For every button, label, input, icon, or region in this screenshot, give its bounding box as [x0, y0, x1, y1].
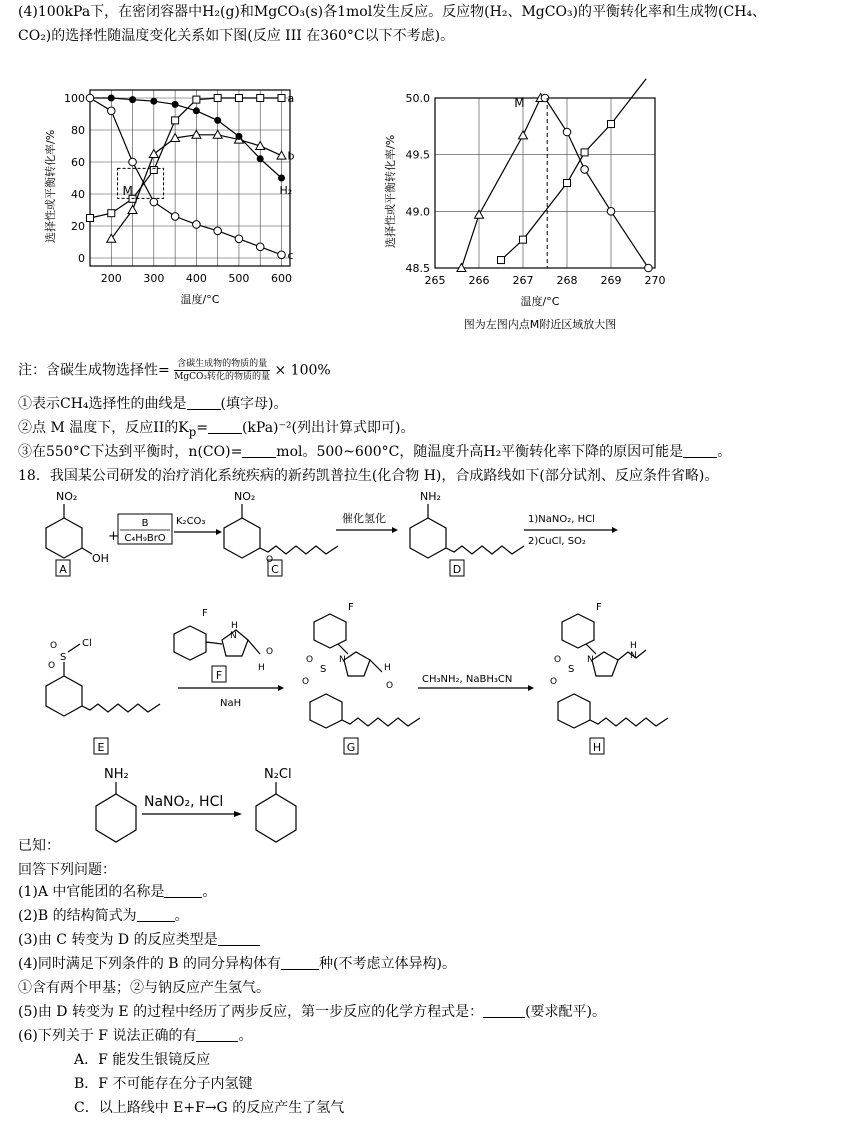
chart1-point — [257, 155, 264, 162]
chart1-grid — [90, 90, 293, 266]
chart2-series-line — [461, 98, 540, 268]
fluoro-label: F — [348, 602, 354, 613]
chart2-point — [581, 149, 588, 156]
chart1-point — [278, 251, 286, 259]
note-prefix: 注：含碳生成物选择性= — [18, 362, 170, 379]
fluoro-label: F — [596, 602, 602, 613]
chart1-xtick: 400 — [185, 272, 207, 285]
note-fraction — [174, 358, 270, 383]
chart2-xlabel: 温度/°C — [520, 295, 560, 308]
reductive-amination-label: CH₃NH₂, NaBH₃CN — [422, 674, 513, 685]
label-D: D — [452, 563, 462, 576]
q4-sub3-tail: 。 — [717, 444, 732, 460]
chart2-xtick: 266 — [468, 274, 490, 287]
amine-n-label: N — [630, 651, 637, 661]
question-4 — [18, 954, 456, 974]
k2co3-label: K₂CO₃ — [176, 516, 206, 527]
chart2-frame — [435, 98, 655, 268]
chart1-point — [172, 101, 179, 108]
chart1-point — [86, 94, 94, 102]
label-H: H — [592, 741, 602, 754]
chart1-point — [235, 235, 243, 243]
chart1-series-line — [90, 98, 281, 218]
chart2-point — [581, 166, 589, 174]
chart2-series-2 — [541, 94, 652, 272]
sulfonyl-o-label: O — [302, 677, 310, 687]
option-a[interactable]: A．F 能发生银镜反应 — [74, 1052, 211, 1068]
chart2-xtick: 270 — [644, 274, 666, 287]
compound-D — [410, 490, 524, 576]
chart1-ytick: 20 — [71, 220, 85, 233]
q1-text: (1)A 中官能团的名称是 — [18, 884, 165, 900]
chart1-series-label: c — [287, 248, 294, 262]
chart1-point — [256, 243, 264, 251]
q4-intro-line1: (4)100kPa下，在密闭容器中H₂(g)和MgCO₃(s)各1mol发生反应。反应物(H₂、MgCO₃)的平衡转化率和生成物(CH₄、 — [18, 4, 767, 20]
chart1-point — [87, 215, 94, 222]
answer-blank[interactable] — [281, 955, 319, 970]
compound-C — [224, 490, 338, 576]
compound-H — [550, 602, 668, 754]
pyrrole-n-label: N — [587, 655, 594, 665]
q6-tail: 。 — [238, 1028, 253, 1044]
chart1-xlabel: 温度/°C — [180, 293, 220, 306]
option-b[interactable]: B．F 不可能存在分子内氢键 — [74, 1076, 253, 1092]
chart2-point — [498, 257, 505, 264]
q4-sub3-mid: mol。500~600°C，随温度升高H₂平衡转化率下降的原因可能是 — [276, 444, 684, 460]
q4-tail: 种(不考虑立体异构)。 — [319, 956, 456, 972]
label-F: F — [215, 669, 223, 682]
q2-tail: 。 — [174, 908, 189, 924]
chart2-ytick: 50.0 — [405, 92, 430, 105]
answer-blank[interactable] — [242, 443, 276, 458]
answer-blank[interactable] — [196, 1027, 238, 1042]
chart2-series-0 — [457, 94, 545, 272]
chart1-point — [150, 167, 157, 174]
note-denominator: MgCO₃转化的物质的量 — [174, 372, 271, 382]
compound-A — [46, 490, 109, 576]
chart1-ytick: 100 — [64, 92, 85, 105]
chart2-grid — [435, 98, 655, 268]
chart1-series-label: H₂ — [279, 184, 293, 197]
known-prefix: 已知： — [18, 838, 60, 854]
question-6 — [18, 1026, 252, 1046]
q18-title: 18．我国某公司研发的治疗消化系统疾病的新药凯普拉生(化合物 H)，合成路线如下(部分试剂、反应条件省略)。 — [18, 468, 719, 484]
chart2-ytick: 49.5 — [405, 148, 430, 162]
chloro-label: Cl — [82, 638, 92, 649]
equilibrium-chart — [40, 78, 320, 318]
chart2-m-label: M — [514, 96, 525, 111]
chart1-point — [277, 151, 286, 159]
chart1-series-0 — [87, 92, 295, 222]
chart1-point — [149, 150, 158, 158]
chart1-point — [107, 107, 115, 115]
nh-n-label: N — [230, 631, 237, 641]
label-E: E — [97, 741, 105, 754]
q4-sub1-tail: (填字母)。 — [220, 396, 288, 412]
kp-subscript: p — [188, 424, 197, 439]
chart2-ytick: 49.0 — [405, 205, 430, 219]
diazonium-label: N₂Cl — [264, 767, 292, 782]
chart1-point — [171, 213, 179, 221]
zoom-chart — [380, 78, 670, 338]
note-numerator: 含碳生成物的物质的量 — [174, 358, 270, 371]
chart1-xtick: 300 — [143, 272, 165, 285]
question-2 — [18, 906, 189, 926]
aldehyde-o-label: O — [386, 681, 394, 691]
chart2-xtick: 267 — [512, 274, 534, 287]
reagent-B-formula: C₄H₉BrO — [124, 533, 166, 544]
known-reaction — [86, 764, 326, 854]
q3-text: (3)由 C 转变为 D 的反应类型是 — [18, 932, 218, 948]
chart2-xtick: 268 — [556, 274, 578, 287]
question-4-conditions: ①含有两个甲基；②与钠反应产生氢气。 — [18, 980, 270, 996]
q4-sub1-text: ①表示CH₄选择性的曲线是 — [18, 396, 187, 412]
nah-label: NaH — [220, 698, 242, 709]
chart2-ylabel: 选择性或平衡转化率/% — [384, 134, 397, 248]
q5-text: (5)由 D 转变为 E 的过程中经历了两步反应，第一步反应的化学方程式是： — [18, 1004, 484, 1020]
chart1-point — [193, 96, 200, 103]
chart1-series-label: b — [287, 149, 295, 163]
answer-blank[interactable] — [187, 395, 221, 410]
question-3 — [18, 930, 260, 950]
pyrrole-n-label: N — [339, 655, 346, 665]
diazotization-step1: 1)NaNO₂, HCl — [528, 514, 595, 525]
sulfur-label: S — [568, 664, 575, 675]
chart1-ytick: 80 — [71, 124, 85, 137]
chart1-point — [235, 133, 242, 140]
diazotization-step2: 2)CuCl, SO₂ — [528, 536, 586, 547]
aniline-nh2-label: NH₂ — [104, 767, 129, 782]
answer-blank[interactable] — [683, 443, 717, 458]
answer-blank[interactable] — [218, 931, 260, 946]
chart1-series-line — [90, 98, 281, 255]
chart2-point — [519, 131, 528, 139]
chart1-m-label: M — [122, 183, 133, 198]
q6-text: (6)下列关于 F 说法正确的有 — [18, 1028, 197, 1044]
answer-blank[interactable] — [137, 907, 175, 922]
chart1-point — [108, 95, 115, 102]
amine-h-label: H — [630, 641, 637, 651]
sulfur-label: S — [320, 664, 327, 675]
chart1-ylabel: 选择性或平衡转化率/% — [44, 129, 57, 243]
chart1-series-label: a — [287, 92, 295, 105]
synthesis-scheme-row2 — [30, 596, 750, 762]
chart2-point — [645, 264, 653, 272]
label-C: C — [271, 563, 279, 576]
answer-blank[interactable] — [483, 1003, 525, 1018]
sulfonyl-o-label: O — [306, 655, 314, 665]
chart1-point — [193, 107, 200, 114]
q4-intro-line2: CO₂)的选择性随温度变化关系如下图(反应 III 在360°C以下不考虑)。 — [18, 28, 455, 44]
chart1-point — [214, 95, 221, 102]
q4-sub2-mid: = — [196, 420, 208, 436]
chart1-point — [128, 206, 137, 214]
chart1-xtick: 200 — [100, 272, 122, 285]
chart1-point — [214, 117, 221, 124]
aldehyde-h-label: H — [258, 663, 265, 673]
chart2-point — [564, 180, 571, 187]
chart2-point — [563, 128, 571, 136]
answer-prompt: 回答下列问题： — [18, 862, 116, 878]
chart2-xtick: 265 — [424, 274, 446, 287]
sulfur-label: S — [60, 652, 67, 663]
chart1-point — [193, 221, 201, 229]
sulfonyl-o-label: O — [48, 661, 56, 671]
question-1 — [18, 882, 216, 902]
chart1-point — [235, 95, 242, 102]
chart1-xtick: 600 — [270, 272, 292, 285]
q4-sub2-tail: (kPa)⁻²(列出计算式即可)。 — [241, 420, 415, 436]
label-A: A — [59, 563, 67, 576]
chart2-caption: 图为左图内点M附近区域放大图 — [463, 318, 617, 331]
reagent-B-label: B — [141, 518, 149, 529]
aldehyde-o-label: O — [266, 647, 274, 657]
q2-text: (2)B 的结构简式为 — [18, 908, 137, 924]
chart1-xtick: 500 — [228, 272, 250, 285]
selectivity-note — [18, 358, 331, 383]
chart2-point — [607, 208, 615, 216]
chart1-ytick: 0 — [78, 252, 85, 265]
compound-G — [302, 602, 420, 754]
answer-blank[interactable] — [208, 419, 242, 434]
answer-blank[interactable] — [164, 883, 202, 898]
chart2-xtick: 269 — [600, 274, 622, 287]
q4-sub2 — [18, 418, 414, 442]
chart1-point — [278, 95, 285, 102]
chart1-point — [172, 117, 179, 124]
q4-text: (4)同时满足下列条件的 B 的同分异构体有 — [18, 956, 282, 972]
sulfonyl-o-label: O — [550, 677, 558, 687]
sulfonyl-o-label: O — [50, 641, 58, 651]
ether-o-label: O — [266, 555, 274, 565]
chart1-point — [257, 95, 264, 102]
q4-sub3 — [18, 442, 731, 462]
nitro-group-label: NO₂ — [234, 490, 256, 503]
label-G: G — [346, 741, 356, 754]
compound-F — [174, 608, 273, 682]
sulfonyl-o-label: O — [554, 655, 562, 665]
chart1-ytick: 60 — [71, 156, 85, 169]
hydrogenation-label: 催化氢化 — [342, 512, 386, 525]
chart1-point — [129, 96, 136, 103]
q4-sub3-text: ③在550°C下达到平衡时，n(CO)= — [18, 444, 243, 460]
note-suffix: × 100% — [274, 362, 331, 379]
chart2-series-line — [545, 98, 648, 268]
svg-text:+: + — [108, 529, 119, 544]
known-reagent-label: NaNO₂, HCl — [144, 794, 224, 810]
q4-sub1 — [18, 394, 287, 414]
nh-h-label: H — [231, 621, 238, 631]
chart1-point — [278, 175, 285, 182]
amino-label: NH₂ — [420, 490, 441, 503]
chart2-point — [608, 121, 615, 128]
option-c[interactable]: C．以上路线中 E+F→G 的反应产生了氢气 — [74, 1100, 345, 1116]
nitro-group-label: NO₂ — [56, 490, 78, 503]
chart1-point — [150, 198, 158, 206]
fluoro-label: F — [202, 608, 208, 619]
chart1-point — [129, 158, 137, 166]
chart1-point — [150, 98, 157, 105]
q1-tail: 。 — [202, 884, 217, 900]
q5-tail: (要求配平)。 — [525, 1004, 607, 1020]
synthesis-scheme-row1 — [20, 488, 640, 588]
chart1-point — [108, 210, 115, 217]
chart2-ytick: 48.5 — [405, 262, 430, 275]
chart2-point — [520, 236, 527, 243]
compound-E — [46, 638, 160, 754]
chart1-ytick: 40 — [71, 188, 85, 201]
aldehyde-h-label: H — [384, 663, 391, 673]
question-5 — [18, 1002, 606, 1022]
q4-sub2-text: ②点 M 温度下，反应II的K — [18, 420, 189, 436]
hydroxyl-label: OH — [92, 552, 109, 565]
chart1-point — [214, 227, 222, 235]
